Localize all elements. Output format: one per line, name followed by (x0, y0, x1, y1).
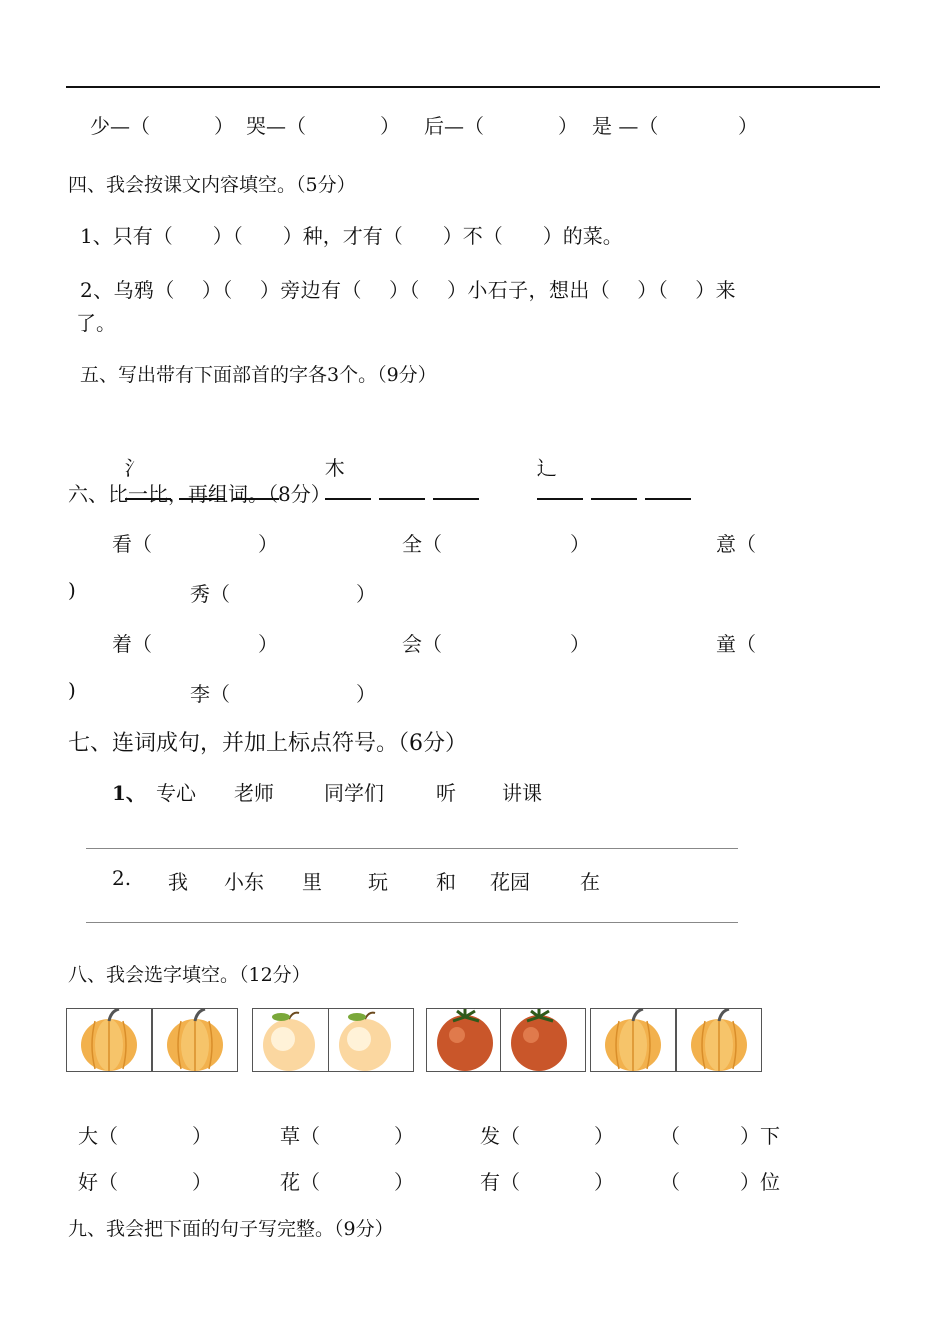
answer-blank[interactable] (537, 482, 583, 500)
compare-char: 看（ (112, 532, 152, 556)
compare-char: 着（ (112, 632, 152, 656)
q8-title: 八、我会选字填空。（12分） (68, 964, 311, 986)
answer-blank[interactable] (379, 482, 425, 500)
paren-close: ） (380, 114, 400, 138)
fill-char: 花（ (280, 1170, 320, 1194)
answer-line[interactable] (86, 848, 738, 849)
word-card: 小东 (224, 870, 264, 894)
q6-title: 六、比一比，再组词。（8分） (68, 482, 331, 506)
paren-close: ） (192, 1170, 212, 1194)
word-card: 讲课 (502, 781, 542, 805)
peach-icon (328, 1008, 414, 1072)
antonym-item: 少—（ (90, 114, 150, 138)
item-number: 1、 (112, 781, 146, 805)
answer-blank[interactable] (645, 482, 691, 500)
compare-char: 会（ (402, 632, 442, 656)
answer-blank[interactable] (325, 482, 371, 500)
paren-close: ） (738, 114, 758, 138)
word-card: 老师 (234, 781, 274, 805)
paren-close: ) (68, 678, 76, 702)
q4-sentence-2-end: 了。 (76, 311, 116, 335)
radical-group-3 (524, 428, 699, 505)
paren-close: ） (594, 1170, 614, 1194)
antonym-item: 后—（ (424, 114, 484, 138)
paren-close: ） (356, 582, 376, 606)
fill-char: ）位 (740, 1170, 780, 1194)
radical-group-2 (312, 428, 487, 505)
word-card: 同学们 (324, 781, 384, 805)
paren-close: ） (394, 1124, 414, 1148)
word-card: 和 (436, 870, 456, 894)
paren-close: ） (570, 532, 590, 556)
paren-close: ) (68, 578, 76, 602)
compare-char: 李（ (190, 682, 230, 706)
top-rule (66, 86, 880, 88)
paren-open: （ (660, 1124, 680, 1148)
q7-title: 七、连词成句，并加上标点符号。（6分） (68, 731, 467, 756)
paren-close: ） (258, 532, 278, 556)
radical-walk: 辶 (536, 456, 557, 480)
pumpkin-icon (676, 1008, 762, 1072)
answer-line[interactable] (86, 922, 738, 923)
peach-icon (252, 1008, 338, 1072)
fill-char: 大（ (78, 1124, 118, 1148)
item-number: 2. (112, 866, 132, 890)
compare-char: 秀（ (190, 582, 230, 606)
q9-title: 九、我会把下面的句子写完整。（9分） (68, 1218, 394, 1240)
fill-char: 有（ (480, 1170, 520, 1194)
compare-char: 全（ (402, 532, 442, 556)
compare-char: 童（ (716, 632, 756, 656)
word-card: 专心 (156, 781, 196, 805)
q4-sentence-2: 2、乌鸦（ ）（ ）旁边有（ ）（ ）小石子，想出（ ）（ ）来 (80, 278, 737, 302)
paren-close: ） (192, 1124, 212, 1148)
compare-char: 意（ (716, 532, 756, 556)
answer-blank[interactable] (591, 482, 637, 500)
q4-title: 四、我会按课文内容填空。（5分） (68, 174, 356, 196)
paren-close: ） (594, 1124, 614, 1148)
word-card: 花园 (490, 870, 530, 894)
pumpkin-icon (66, 1008, 152, 1072)
paren-close: ） (258, 632, 278, 656)
paren-close: ） (356, 682, 376, 706)
paren-close: ） (394, 1170, 414, 1194)
q5-title: 五、写出带有下面部首的字各3个。（9分） (80, 364, 437, 386)
fill-char: 好（ (78, 1170, 118, 1194)
paren-close: ） (570, 632, 590, 656)
word-card: 听 (436, 781, 456, 805)
antonym-item: 哭—（ (246, 114, 306, 138)
fill-char: 草（ (280, 1124, 320, 1148)
pumpkin-icon (152, 1008, 238, 1072)
radical-water: 氵 (124, 456, 145, 480)
radical-wood: 木 (324, 456, 345, 480)
answer-blank[interactable] (433, 482, 479, 500)
fill-char: 发（ (480, 1124, 520, 1148)
fill-char: ）下 (740, 1124, 780, 1148)
word-card: 里 (302, 870, 322, 894)
word-card: 玩 (368, 870, 388, 894)
antonym-item: 是 —（ (592, 114, 659, 138)
word-card: 我 (168, 870, 188, 894)
pumpkin-icon (590, 1008, 676, 1072)
q4-sentence-1: 1、只有（ ）（ ）种，才有（ ）不（ ）的菜。 (80, 224, 623, 248)
paren-open: （ (660, 1170, 680, 1194)
word-card: 在 (580, 870, 600, 894)
paren-close: ） (558, 114, 578, 138)
paren-close: ） (214, 114, 234, 138)
tomato-icon (500, 1008, 586, 1072)
